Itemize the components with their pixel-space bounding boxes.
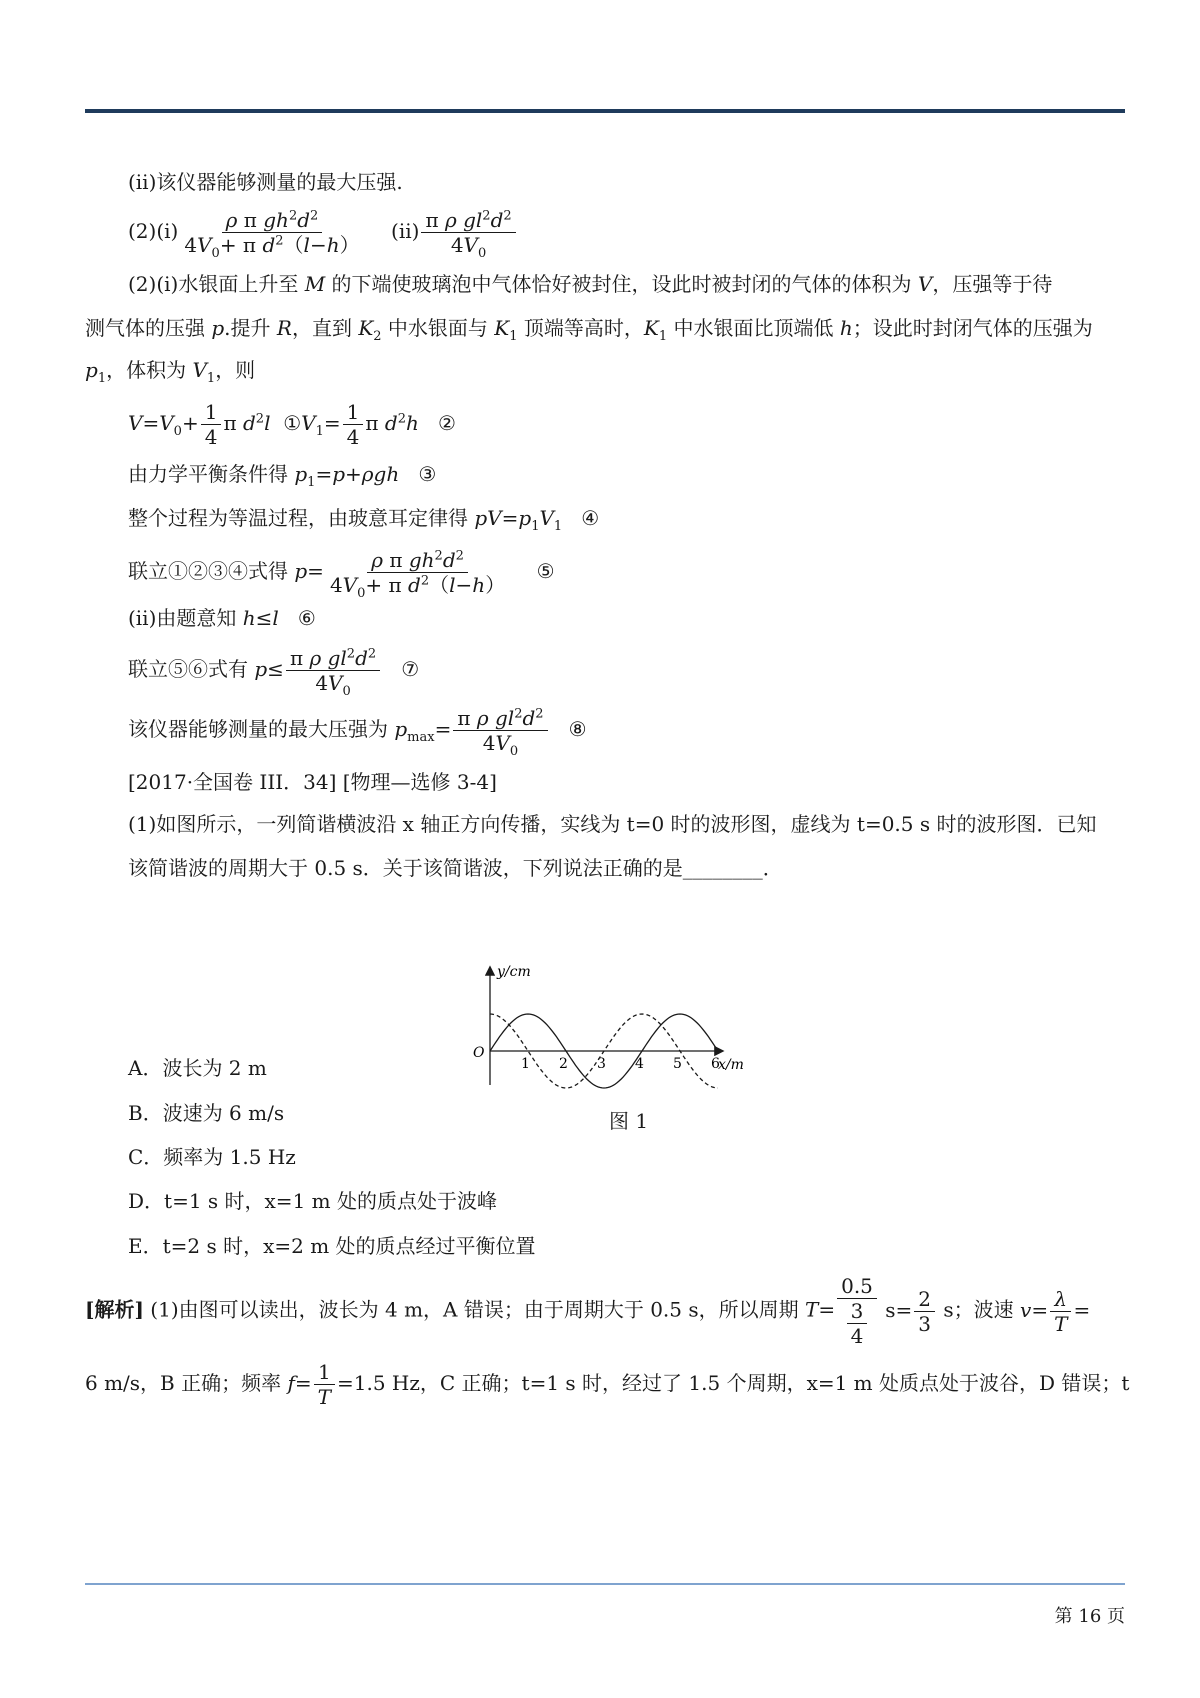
equation-4: 整个过程为等温过程，由玻意耳定律得 $pV=p_1V_1$ ④: [128, 506, 600, 534]
tick-1: 1: [521, 1056, 530, 1072]
wave-speed-formula: v= $\frac{\lambda}{T}$ =: [1020, 1286, 1091, 1336]
x-tick-labels: [521, 1056, 720, 1072]
solution-line-2: 测气体的压强 p.提升 R，直到 $K_2$ 中水银面与 $K_1$ 顶端等高时，$K_1$ 中水银面比顶端低 h；设此时封闭气体的压强为: [85, 316, 1093, 344]
origin-label: O: [473, 1045, 485, 1061]
period-value: s= $\frac{2}{3}$: [885, 1298, 943, 1322]
answer-prefix: (2)(ⅰ): [128, 219, 179, 243]
solution-line-1: (2)(ⅰ)水银面上升至 M 的下端使玻璃泡中气体恰好被封住，设此时被封闭的气体的体积为 V，压强等于待: [128, 272, 1053, 296]
answer-ii-formula: $\frac{\pi \rho gl^2d^2}{4V_0}$: [421, 208, 515, 257]
question-1-line-1: (1)如图所示，一列简谐横波沿 x 轴正方向传播，实线为 t=0 时的波形图，虚线为 t=0.5 s 时的波形图．已知: [128, 812, 1097, 836]
choice-b: B．波速为 6 m/s: [128, 1101, 285, 1125]
equation-5: 联立①②③④式得 p= $\frac{\rho \pi gh^2d^2}{4V_0+ \pi d^2(l-h)}$ ⑤: [128, 548, 555, 601]
x-axis-label: x/m: [718, 1057, 744, 1073]
choice-a: A．波长为 2 m: [128, 1056, 267, 1080]
y-axis-label: y/cm: [497, 964, 531, 980]
wave-figure: [470, 964, 744, 1095]
analysis-line-1: [解析] (1)由图可以读出，波长为 4 m，A 错误；由于周期大于 0.5 s，所以周期 T= $\frac{0.5}{\frac{3}{4}}$ s= $\frac{2}{3}$ s；波速 v= $\frac{\lambda}{T}$ =: [85, 1274, 1091, 1348]
equation-1-2: $V=V_0+$ $\frac{1}{4}$ π $d^2l$ $①V_1=$ $\frac{1}{4}$ π $d^2h$ ②: [128, 400, 456, 449]
analysis-line-2: 6 m/s，B 正确；频率 f= $\frac{1}{T}$ =1.5 Hz，C 正确；t=1 s 时，经过了 1.5 个周期，x=1 m 处质点处于波谷，D 错误；t: [85, 1360, 1130, 1409]
answer-i-formula: $\frac{\rho \pi gh^2d^2}{4V_0+ \pi d^2(l-h)}$: [184, 208, 360, 261]
equation-7: 联立⑤⑥式有 p≤ $\frac{\pi \rho gl^2d^2}{4V_0}$ ⑦: [128, 646, 420, 699]
analysis-tag: [解析]: [85, 1297, 144, 1322]
equation-6: (ⅱ)由题意知 h≤l ⑥: [128, 606, 316, 630]
tick-2: 2: [559, 1056, 568, 1072]
choice-e: E．t=2 s 时，x=2 m 处的质点经过平衡位置: [128, 1234, 536, 1258]
tick-4: 4: [635, 1056, 644, 1072]
tick-6: 6: [711, 1056, 720, 1072]
equation-3: 由力学平衡条件得 $p_1=p+\rho gh$ ③: [128, 462, 437, 490]
choice-d: D．t=1 s 时，x=1 m 处的质点处于波峰: [128, 1189, 497, 1213]
problem-source: [2017·全国卷 III．34] [物理—选修 3-4]: [128, 770, 497, 794]
question-ii: (ⅱ)该仪器能够测量的最大压强.: [128, 170, 403, 194]
header-rule: [85, 109, 1125, 113]
tick-5: 5: [673, 1056, 682, 1072]
solution-line-3: $p_1$，体积为 $V_1$，则: [85, 358, 256, 386]
tick-3: 3: [597, 1056, 606, 1072]
footer-rule: [85, 1583, 1125, 1585]
answer-ii-prefix: (ⅱ): [391, 219, 420, 243]
equation-8: 该仪器能够测量的最大压强为 $p_{max}=$ $\frac{\pi \rho gl^2d^2}{4V_0}$ ⑧: [128, 706, 587, 759]
page-number: 第 16 页: [1054, 1606, 1125, 1627]
choice-c: C．频率为 1.5 Hz: [128, 1145, 296, 1169]
question-1-line-2: 该简谐波的周期大于 0.5 s．关于该简谐波，下列说法正确的是________．: [128, 856, 783, 880]
figure-caption: 图 1: [609, 1109, 649, 1133]
answer-line: [128, 208, 518, 261]
